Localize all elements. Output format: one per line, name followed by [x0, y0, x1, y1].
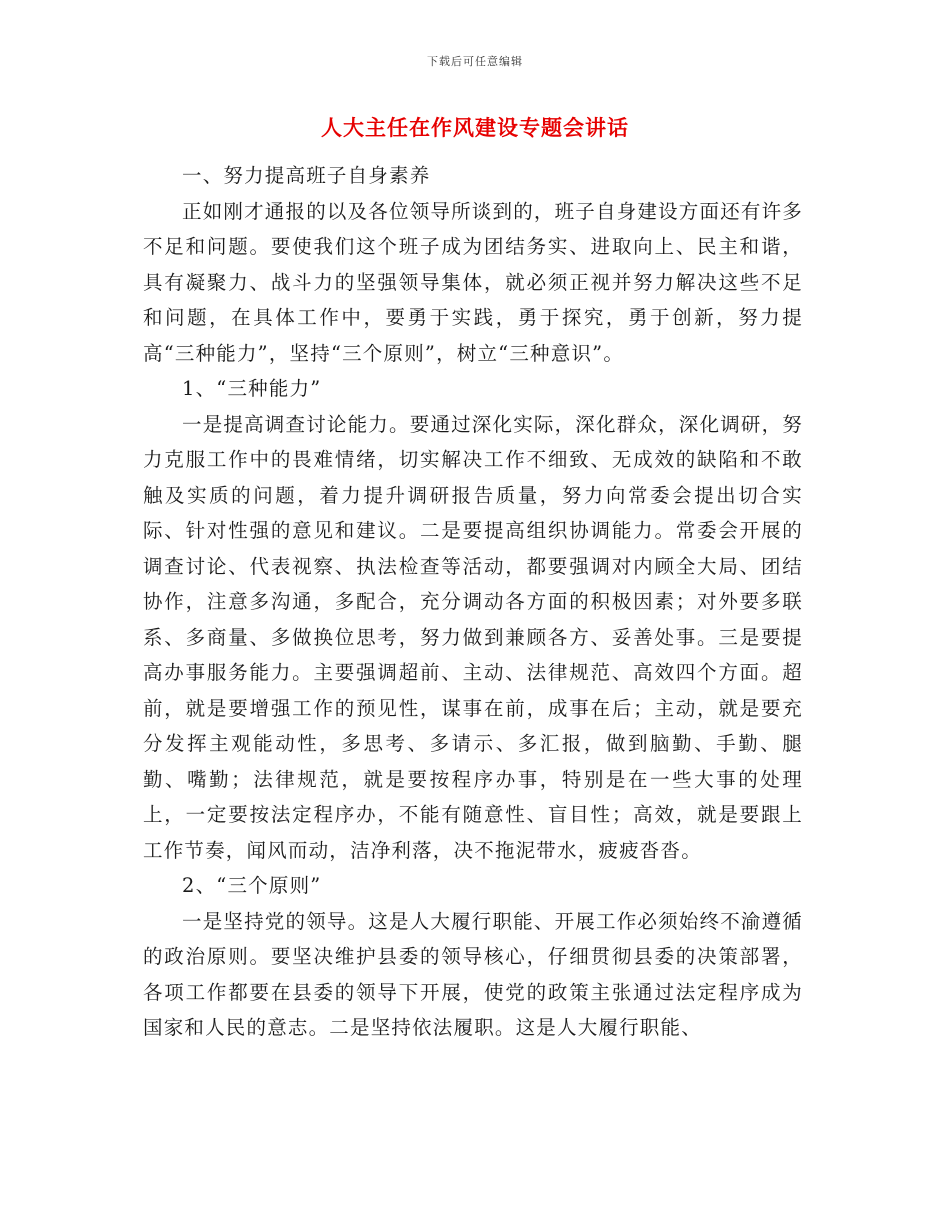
- subsection-heading: 2、“三个原则”: [182, 874, 322, 897]
- body-paragraph: 一是坚持党的领导。这是人大履行职能、开展工作必须始终不渝遵循的政治原则。要坚决维护县委的领导核心，仔细贯彻县委的决策部署，各项工作都要在县委的领导下开展，使党的政策主张通过法定程序成为国家和人民的意志。二是坚持依法履职。这是人大履行职能、: [143, 909, 804, 1039]
- document-title: 人大主任在作风建设专题会讲话: [321, 115, 629, 140]
- document-body: [143, 158, 803, 1046]
- subsection-heading: 1、“三种能力”: [182, 377, 322, 400]
- section-heading: 一、努力提高班子自身素养: [182, 164, 431, 187]
- body-paragraph: 一是提高调查讨论能力。要通过深化实际，深化群众，深化调研，努力克服工作中的畏难情绪，切实解决工作不细致、无成效的缺陷和不敢触及实质的问题，着力提升调研报告质量，努力向常委会提出切合实际、针对性强的意见和建议。二是要提高组织协调能力。常委会开展的调查讨论、代表视察、执法检查等活动，都要强调对内顾全大局、团结协作，注意多沟通，多配合，充分调动各方面的积极因素；对外要多联系、多商量、多做换位思考，努力做到兼顾各方、妥善处事。三是要提高办事服务能力。主要强调超前、主动、法律规范、高效四个方面。超前，就是要增强工作的预见性，谋事在前，成事在后；主动，就是要充分发挥主观能动性，多思考、多请示、多汇报，做到脑勤、手勤、腿勤、嘴勤；法律规范，就是要按程序办事，特别是在一些大事的处理上，一定要按法定程序办，不能有随意性、盲目性；高效，就是要跟上工作节奏，闻风而动，洁净利落，决不拖泥带水，疲疲沓沓。: [143, 412, 804, 862]
- page-header: 下载后可任意编辑: [427, 55, 523, 68]
- body-paragraph: 正如刚才通报的以及各位领导所谈到的，班子自身建设方面还有许多不足和问题。要使我们这个班子成为团结务实、进取向上、民主和谐，具有凝聚力、战斗力的坚强领导集体，就必须正视并努力解决这些不足和问题，在具体工作中，要勇于实践，勇于探究，勇于创新，努力提高“三种能力”，坚持“三个原则”，树立“三种意识”。: [143, 199, 804, 365]
